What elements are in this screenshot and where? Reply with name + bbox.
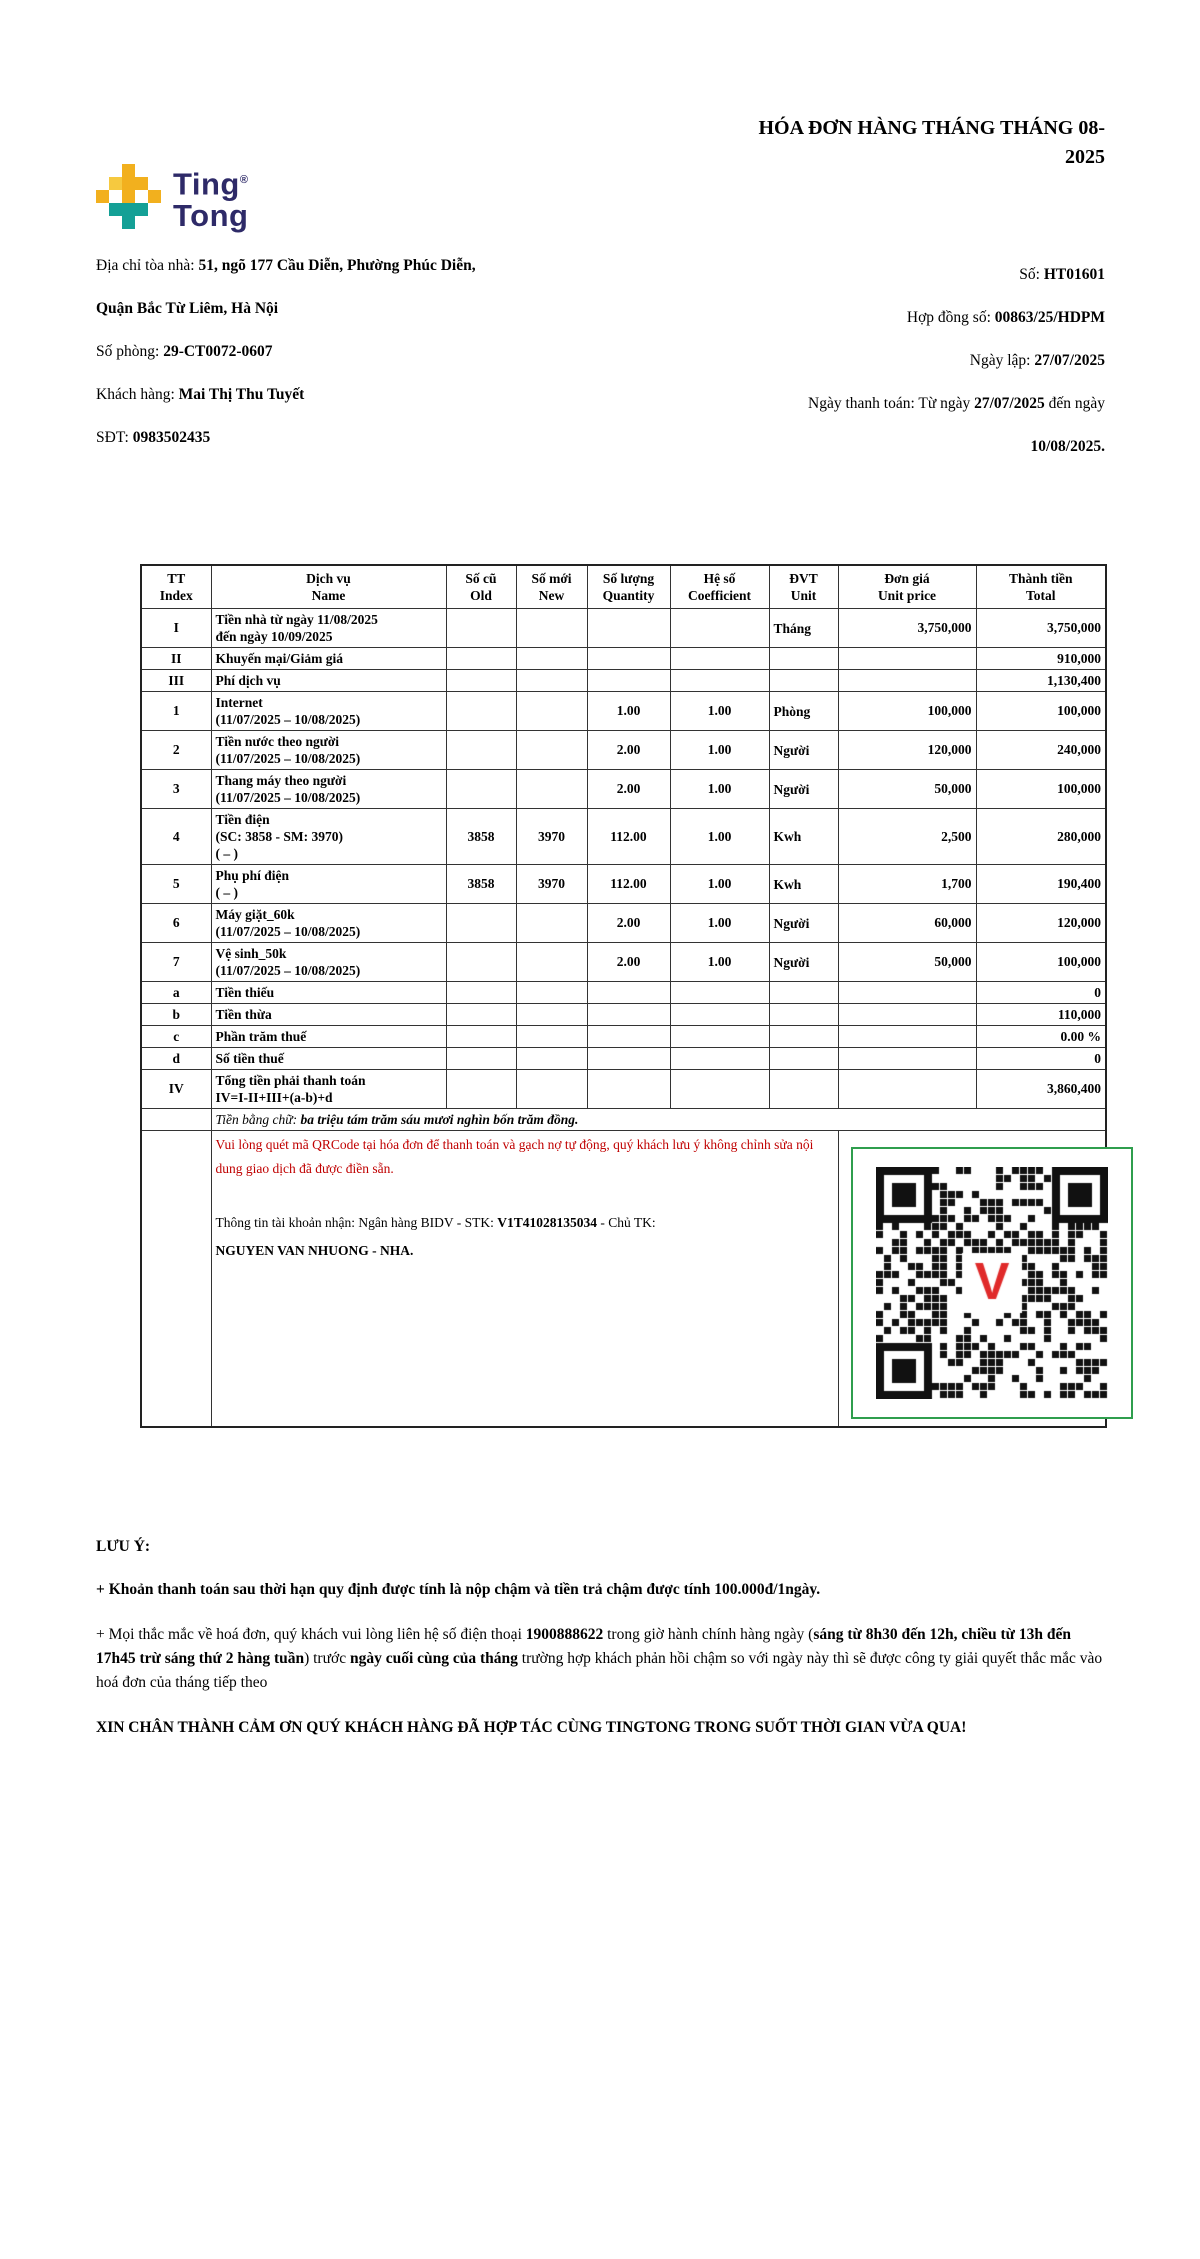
table-header — [141, 565, 1106, 609]
table-row: 3 Thang máy theo người (11/07/2025 – 10/08/2025) 2.00 1.00 Người 50,000 100,000 — [141, 770, 1106, 809]
table-row: II Khuyến mại/Giảm giá 910,000 — [141, 648, 1106, 670]
table-row: 2 Tiền nước theo người (11/07/2025 – 10/08/2025) 2.00 1.00 Người 120,000 240,000 — [141, 731, 1106, 770]
column-header: Đơn giá Unit price — [838, 565, 976, 609]
info-line: SĐT: 0983502435 — [96, 429, 211, 447]
invoice-info — [0, 232, 1200, 468]
qr-code — [851, 1147, 1133, 1419]
column-header: TT Index — [141, 565, 211, 609]
column-header: Số mới New — [516, 565, 587, 609]
invoice-title: HÓA ĐƠN HÀNG THÁNG THÁNG 08- 2025 — [758, 117, 1105, 168]
invoice-meta — [571, 244, 1105, 468]
table-row: 7 Vệ sinh_50k (11/07/2025 – 10/08/2025) 2.00 1.00 Người 50,000 100,000 — [141, 943, 1106, 982]
column-header: ĐVT Unit — [769, 565, 838, 609]
footer-note: + Mọi thắc mắc về hoá đơn, quý khách vui lòng liên hệ số điện thoại 1900888622 trong giờ hành chính hàng ngày (sáng từ 8h30 đến 12h, chiều từ 13h đến 17h45 trừ sáng thứ 2 hàng tuần) trước ngày cuối cùng của tháng trường hợp khách phản hồi chậm so với ngày này thì sẽ được công ty giải quyết thắc mắc vào hoá đơn của tháng tiếp theo — [96, 1625, 1103, 1691]
table-row: d Số tiền thuế 0 — [141, 1048, 1106, 1070]
notes-heading: LƯU Ý: — [96, 1537, 151, 1555]
column-header: Thành tiền Total — [976, 565, 1106, 609]
amount-in-words-label: Tiền bằng chữ: — [215, 1112, 301, 1128]
table-row: 4 Tiền điện (SC: 3858 - SM: 3970) ( – ) 3858 3970 112.00 1.00 Kwh 2,500 280,000 — [141, 809, 1106, 865]
building-info — [96, 244, 571, 468]
invoice-footer — [0, 1428, 1200, 1740]
footer-note: XIN CHÂN THÀNH CẢM ƠN QUÝ KHÁCH HÀNG ĐÃ HỢP TÁC CÙNG TINGTONG TRONG SUỐT THỜI GIAN VỪA QUA! — [96, 1718, 967, 1736]
qr-code-image — [876, 1167, 1108, 1399]
table-row: 1 Internet (11/07/2025 – 10/08/2025) 1.00 1.00 Phòng 100,000 100,000 — [141, 692, 1106, 731]
info-meta-line: Ngày lập: 27/07/2025 — [969, 352, 1105, 370]
table-row: IV Tổng tiền phải thanh toán IV=I-II+III+(a-b)+d 3,860,400 — [141, 1070, 1106, 1109]
table-row: 6 Máy giặt_60k (11/07/2025 – 10/08/2025) 2.00 1.00 Người 60,000 120,000 — [141, 904, 1106, 943]
table-row: a Tiền thiếu 0 — [141, 982, 1106, 1004]
tingtong-logo-text: Ting® Tong — [173, 166, 249, 234]
column-header: Hệ số Coefficient — [670, 565, 769, 609]
info-meta-line: Hợp đồng số: 00863/25/HDPM — [906, 309, 1105, 327]
footer-notes — [96, 1578, 1105, 1740]
amount-in-words-value: ba triệu tám trăm sáu mươi nghìn bốn trăm đồng. — [300, 1112, 579, 1128]
table-row: I Tiền nhà từ ngày 11/08/2025 đến ngày 10/09/2025 Tháng 3,750,000 3,750,000 — [141, 609, 1106, 648]
qr-row — [141, 1131, 1106, 1427]
table-row: III Phí dịch vụ 1,130,400 — [141, 670, 1106, 692]
column-header: Dịch vụ Name — [211, 565, 446, 609]
payment-instructions — [211, 1131, 838, 1427]
amount-in-words-row — [141, 1109, 1106, 1131]
table-row: c Phần trăm thuế 0.00 % — [141, 1026, 1106, 1048]
table-row: b Tiền thừa 110,000 — [141, 1004, 1106, 1026]
amount-in-words — [211, 1109, 1106, 1131]
info-meta-line: Số: HT01601 — [1019, 266, 1105, 284]
info-line: Địa chỉ tòa nhà: 51, ngõ 177 Cầu Diễn, Phường Phúc Diễn, Quận Bắc Từ Liêm, Hà Nội — [96, 257, 476, 318]
info-line: Khách hàng: Mai Thị Thu Tuyết — [96, 386, 305, 404]
info-line: Số phòng: 29-CT0072-0607 — [96, 343, 273, 361]
info-meta-line: Ngày thanh toán: Từ ngày 27/07/2025 đến ngày 10/08/2025. — [808, 395, 1105, 456]
invoice-table — [140, 564, 1107, 1428]
table-row: 5 Phụ phí điện ( – ) 3858 3970 112.00 1.00 Kwh 1,700 190,400 — [141, 865, 1106, 904]
qr-instruction-note: Vui lòng quét mã QRCode tại hóa đơn để thanh toán và gạch nợ tự động, quý khách lưu ý không chỉnh sửa nội dung giao dịch đã được điền sẵn. — [215, 1137, 814, 1177]
tingtong-logo — [96, 164, 248, 232]
tingtong-logo-icon — [96, 164, 161, 229]
footer-note: + Khoản thanh toán sau thời hạn quy định được tính là nộp chậm và tiền trả chậm được tính 100.000đ/1ngày. — [96, 1580, 821, 1598]
column-header: Số cũ Old — [446, 565, 516, 609]
invoice-header — [0, 0, 1200, 232]
bank-account-info: Thông tin tài khoản nhận: Ngân hàng BIDV - STK: V1T41028135034 - Chủ TK: NGUYEN VAN NHUONG - NHA. — [215, 1215, 656, 1259]
column-header: Số lượng Quantity — [587, 565, 670, 609]
